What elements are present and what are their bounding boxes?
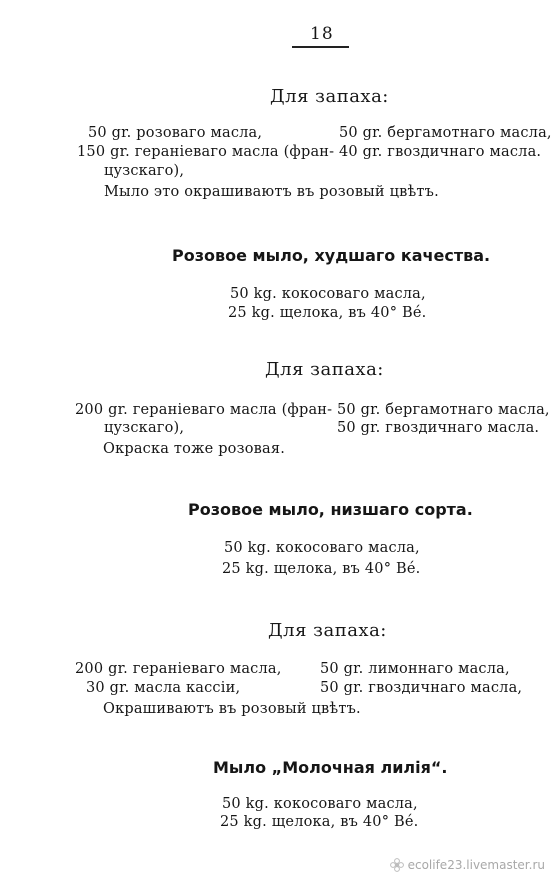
recipe-line: 50 kg. кокосоваго масла, [222, 796, 418, 812]
ingredient-left: цузскаго), [104, 420, 185, 436]
instruction-note: Мыло это окрашиваютъ въ розовый цвѣтъ. [104, 184, 439, 200]
instruction-note: Окраска тоже розовая. [103, 441, 286, 457]
page-number-rule [292, 46, 349, 48]
recipe-line: 25 kg. щелока, въ 40° Bé. [220, 814, 419, 830]
instruction-note: Окрашиваютъ въ розовый цвѣтъ. [103, 701, 361, 717]
watermark-text: ecolife23.livemaster.ru [407, 858, 545, 872]
ingredient-right: 50 gr. гвоздичнаго масла. [337, 420, 540, 436]
ingredient-left: 200 gr. гераніеваго масла (фран- [75, 402, 333, 418]
subheading-scent: Для запаха: [270, 86, 389, 107]
ingredient-right: 40 gr. гвоздичнаго масла. [339, 144, 542, 160]
subheading-scent: Для запаха: [268, 620, 387, 641]
recipe-heading: Мыло „Молочная лилія“. [213, 758, 448, 777]
recipe-heading: Розовое мыло, низшаго сорта. [188, 500, 473, 519]
ingredient-left: 150 gr. гераніеваго масла (фран- [77, 144, 335, 160]
recipe-line: 25 kg. щелока, въ 40° Bé. [222, 561, 421, 577]
page-number: 18 [310, 24, 334, 44]
recipe-heading: Розовое мыло, худшаго качества. [172, 246, 491, 265]
recipe-line: 50 kg. кокосоваго масла, [224, 540, 420, 556]
ingredient-left: 200 gr. гераніеваго масла, [75, 661, 282, 677]
ingredient-right: 50 gr. лимоннаго масла, [320, 661, 510, 677]
ingredient-left: 50 gr. розоваго масла, [88, 125, 263, 141]
ingredient-right: 50 gr. бергамотнаго масла, [339, 125, 552, 141]
subheading-scent: Для запаха: [265, 359, 384, 380]
ingredient-right: 50 gr. бергамотнаго масла, [337, 402, 550, 418]
flower-logo-icon [390, 858, 404, 872]
watermark [390, 858, 545, 872]
recipe-line: 50 kg. кокосоваго масла, [230, 286, 426, 302]
ingredient-left: цузскаго), [104, 163, 185, 179]
recipe-line: 25 kg. щелока, въ 40° Bé. [228, 305, 427, 321]
ingredient-left: 30 gr. масла кассіи, [86, 680, 241, 696]
ingredient-right: 50 gr. гвоздичнаго масла, [320, 680, 523, 696]
